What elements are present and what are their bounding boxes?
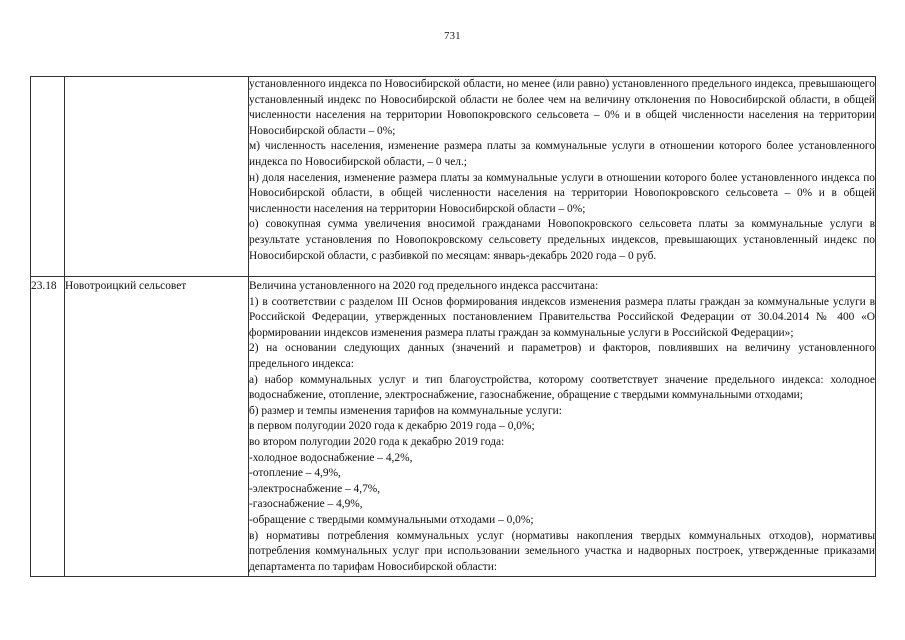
paragraph: а) набор коммунальных услуг и тип благоустройства, которому соответствует значение предельного индекса: холодное водоснабжение, отопление, электроснабжение, газоснабжение, обращение с твердыми коммунальными отходами; <box>249 373 875 402</box>
paragraph: 2) на основании следующих данных (значений и параметров) и факторов, повлиявших на величину установленного предельного индекса: <box>249 342 875 370</box>
paragraph: -электроснабжение – 4,7%, <box>249 482 381 495</box>
table-row <box>31 77 876 277</box>
row-number-cell <box>31 77 65 277</box>
paragraph: установленного индекса по Новосибирской области, но менее (или равно) установленного предельного индекса, превышающего установленный индекс по Новосибирской области не более чем на величину отклонения по Новосибирской области, в общей численности населения на территории Новопокровского сельсовета – 0% и в общей численности населения на территории Новосибирской области – 0%; <box>249 78 875 137</box>
row-name-cell <box>65 77 249 277</box>
paragraph: в первом полугодии 2020 года к декабрю 2019 года – 0,0%; <box>249 420 535 433</box>
paragraph: -газоснабжение – 4,9%, <box>249 498 363 511</box>
page-number: 731 <box>444 31 461 42</box>
paragraph: во втором полугодии 2020 года к декабрю 2019 года: <box>249 435 505 448</box>
row-number-cell: 23.18 <box>31 277 65 577</box>
paragraph: н) доля населения, изменение размера платы за коммунальные услуги в отношении которого более установленного индекса по Новосибирской области, в общей численности населения на территории Новопокровского сельсовета – 0% и в общей численности населения на территории Новосибирской области – 0%; <box>249 171 875 215</box>
paragraph: -отопление – 4,9%, <box>249 467 341 480</box>
paragraph: Величина установленного на 2020 год предельного индекса рассчитана: <box>249 280 599 292</box>
paragraph: о) совокупная сумма увеличения вносимой гражданами Новопокровского сельсовета платы за коммунальные услуги в результате установления по Новопокровскому сельсовету предельных индексов, превышающих установленный индекс по Новосибирской области, с разбивкой по месяцам: январь-декабрь 2020 года – 0 руб. <box>249 218 875 262</box>
paragraph: м) численность населения, изменение размера платы за коммунальные услуги в отношении которого более установленного индекса по Новосибирской области, – 0 чел.; <box>249 140 875 168</box>
paragraph: б) размер и темпы изменения тарифов на коммунальные услуги: <box>249 404 562 417</box>
table-row <box>31 277 876 577</box>
row-text-cell <box>249 277 876 577</box>
paragraph: 1) в соответствии с разделом III Основ формирования индексов изменения размера платы граждан за коммунальные услуги в Российской Федерации, утвержденных постановлением Правительства Российской Федерации от 30.04.2014 № 400 «О формировании индексов изменения размера платы граждан за коммунальные услуги в Российской Федерации»; <box>249 295 875 339</box>
row-name-cell: Новотроицкий сельсовет <box>65 277 249 577</box>
paragraph: в) нормативы потребления коммунальных услуг (нормативы накопления твердых коммунальных отходов), нормативы потребления коммунальных услуг при использовании земельного участка и надворных построек, утвержденные приказами департамента по тарифам Новосибирской области: <box>249 529 875 573</box>
document-table <box>30 76 876 577</box>
paragraph: -холодное водоснабжение – 4,2%, <box>249 451 413 464</box>
paragraph: -обращение с твердыми коммунальными отходами – 0,0%; <box>249 513 534 526</box>
row-text-cell <box>249 77 876 277</box>
